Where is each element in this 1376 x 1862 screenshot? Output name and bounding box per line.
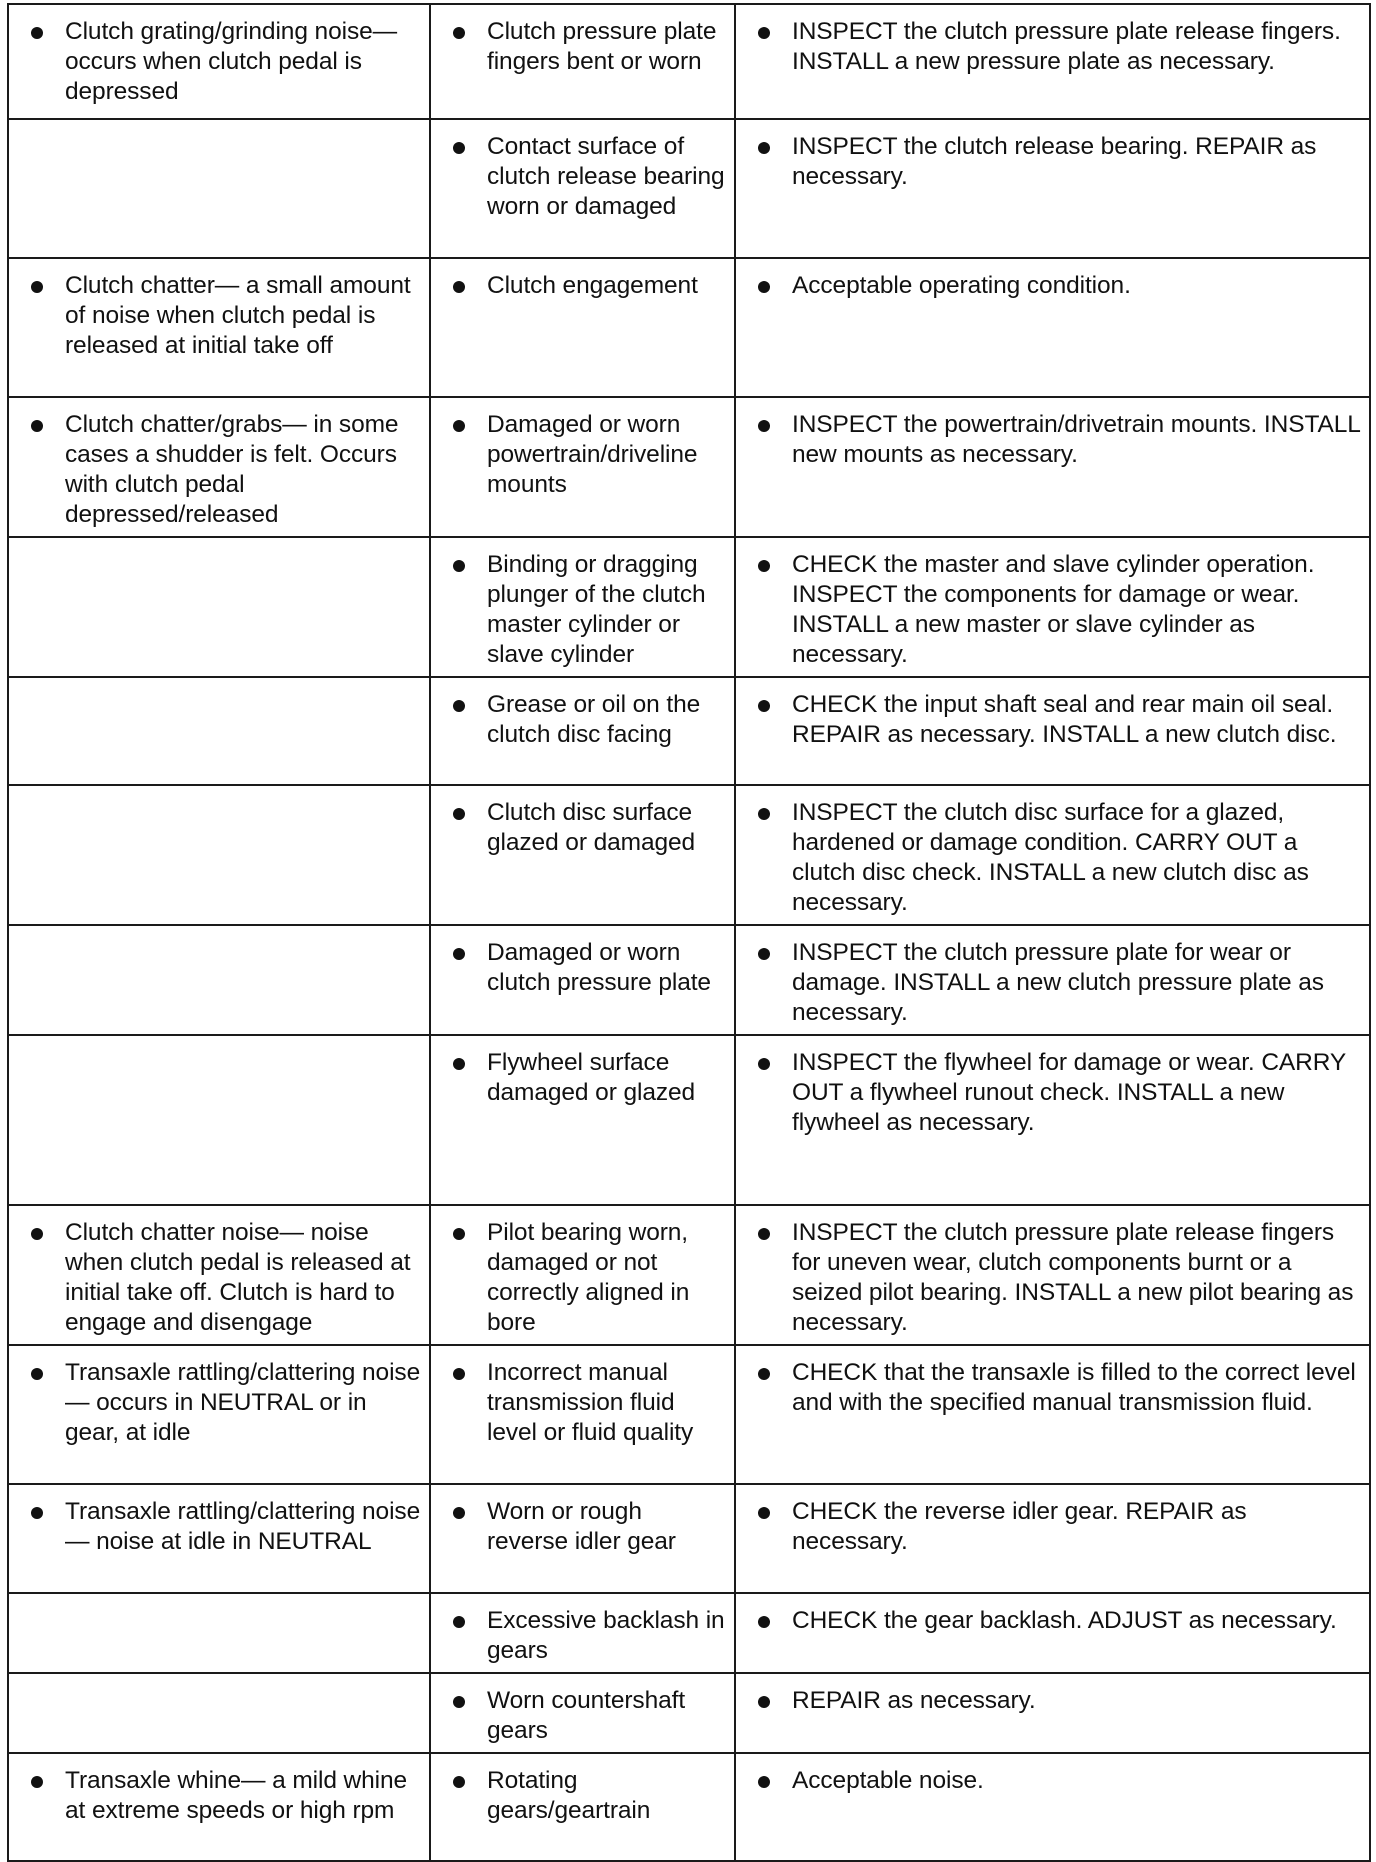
action-item [758,132,1361,192]
bullet-icon [758,1507,770,1519]
table-row [8,1035,1370,1205]
table-row [8,397,1370,537]
condition-text: Transaxle rattling/clattering noise— noise at idle in NEUTRAL [65,1498,421,1555]
action-item [758,410,1361,470]
bullet-icon [758,808,770,820]
cause-text: Pilot bearing worn, damaged or not correctly aligned in bore [487,1219,690,1336]
bullet-icon [453,808,465,820]
condition-cell [8,258,430,397]
action-cell [735,1345,1370,1484]
table-row [8,1484,1370,1593]
condition-cell [8,119,430,258]
table-row [8,1673,1370,1753]
action-text: CHECK that the transaxle is filled to the correct level and with the specified manual transmission fluid. [792,1359,1356,1416]
action-item [758,550,1361,670]
cause-cell [430,1753,735,1861]
bullet-icon [758,560,770,572]
action-cell [735,1205,1370,1345]
cause-cell [430,677,735,785]
condition-item [31,410,421,530]
bullet-icon [758,1368,770,1380]
cause-cell [430,537,735,677]
condition-item [31,271,421,361]
cause-item [453,410,726,500]
action-item [758,1358,1361,1418]
cause-text: Incorrect manual transmission fluid level or fluid quality [487,1359,694,1446]
bullet-icon [453,1058,465,1070]
cause-text: Binding or dragging plunger of the clutch master cylinder or slave cylinder [487,551,706,668]
cause-item [453,17,726,77]
cause-text: Excessive backlash in gears [487,1607,725,1664]
table-row [8,4,1370,119]
cause-cell [430,1035,735,1205]
cause-cell [430,1484,735,1593]
condition-cell [8,1673,430,1753]
cause-text: Clutch pressure plate fingers bent or worn [487,18,717,75]
action-text: Acceptable operating condition. [792,272,1131,299]
bullet-icon [31,420,43,432]
bullet-icon [453,1776,465,1788]
bullet-icon [758,1228,770,1240]
cause-text: Damaged or worn clutch pressure plate [487,939,711,996]
action-text: CHECK the gear backlash. ADJUST as necessary. [792,1607,1337,1634]
cause-cell [430,258,735,397]
action-text: INSPECT the powertrain/drivetrain mounts. INSTALL new mounts as necessary. [792,411,1360,468]
cause-cell [430,4,735,119]
condition-item [31,1218,421,1338]
action-item [758,690,1361,750]
action-cell [735,785,1370,925]
table-row [8,1345,1370,1484]
diagnosis-table-body [8,4,1370,1861]
table-row [8,1593,1370,1673]
action-item [758,1686,1361,1716]
bullet-icon [453,1228,465,1240]
action-item [758,798,1361,918]
bullet-icon [453,560,465,572]
cause-item [453,550,726,670]
action-cell [735,1035,1370,1205]
condition-text: Clutch chatter— a small amount of noise when clutch pedal is released at initial take off [65,272,411,359]
action-item [758,271,1361,301]
condition-cell [8,1593,430,1673]
bullet-icon [758,948,770,960]
cause-text: Contact surface of clutch release bearing worn or damaged [487,133,725,220]
table-row [8,537,1370,677]
action-text: CHECK the reverse idler gear. REPAIR as necessary. [792,1498,1247,1555]
condition-cell [8,677,430,785]
table-row [8,925,1370,1035]
cause-text: Rotating gears/geartrain [487,1767,651,1824]
table-row [8,1205,1370,1345]
action-item [758,1766,1361,1796]
action-cell [735,258,1370,397]
condition-item [31,1497,421,1557]
bullet-icon [758,420,770,432]
bullet-icon [453,1368,465,1380]
cause-item [453,271,726,301]
condition-cell [8,1753,430,1861]
bullet-icon [31,281,43,293]
diagnosis-table [7,3,1371,1862]
bullet-icon [758,1058,770,1070]
cause-text: Damaged or worn powertrain/driveline mounts [487,411,698,498]
condition-cell [8,4,430,119]
cause-item [453,1766,726,1826]
condition-item [31,1358,421,1448]
bullet-icon [758,1776,770,1788]
condition-item [31,1766,421,1826]
bullet-icon [758,1696,770,1708]
action-text: INSPECT the clutch pressure plate for wear or damage. INSTALL a new clutch pressure plate as necessary. [792,939,1324,1026]
cause-cell [430,1205,735,1345]
condition-text: Clutch chatter/grabs— in some cases a shudder is felt. Occurs with clutch pedal depressed/released [65,411,399,528]
action-cell [735,119,1370,258]
action-text: INSPECT the clutch release bearing. REPAIR as necessary. [792,133,1317,190]
bullet-icon [758,281,770,293]
cause-item [453,1686,726,1746]
bullet-icon [453,420,465,432]
cause-item [453,1358,726,1448]
action-text: INSPECT the flywheel for damage or wear. CARRY OUT a flywheel runout check. INSTALL a new flywheel as necessary. [792,1049,1346,1136]
cause-item [453,1048,726,1108]
action-cell [735,1484,1370,1593]
cause-item [453,1218,726,1338]
action-text: CHECK the master and slave cylinder operation. INSPECT the components for damage or wear. INSTALL a new master or slave cylinder as necessary. [792,551,1315,668]
condition-text: Transaxle rattling/clattering noise— occurs in NEUTRAL or in gear, at idle [65,1359,421,1446]
cause-cell [430,1593,735,1673]
cause-text: Clutch engagement [487,272,698,299]
action-cell [735,1753,1370,1861]
action-text: INSPECT the clutch pressure plate release fingers. INSTALL a new pressure plate as necessary. [792,18,1341,75]
bullet-icon [31,1507,43,1519]
condition-cell [8,925,430,1035]
table-row [8,119,1370,258]
condition-cell [8,397,430,537]
cause-text: Worn or rough reverse idler gear [487,1498,676,1555]
cause-item [453,1606,726,1666]
table-row [8,258,1370,397]
condition-cell [8,537,430,677]
cause-cell [430,1673,735,1753]
bullet-icon [453,1616,465,1628]
bullet-icon [31,1228,43,1240]
action-text: Acceptable noise. [792,1767,984,1794]
cause-item [453,690,726,750]
cause-item [453,1497,726,1557]
cause-cell [430,1345,735,1484]
action-cell [735,4,1370,119]
action-item [758,938,1361,1028]
condition-cell [8,1345,430,1484]
bullet-icon [453,281,465,293]
condition-cell [8,785,430,925]
action-cell [735,537,1370,677]
table-row [8,677,1370,785]
bullet-icon [453,1507,465,1519]
condition-cell [8,1484,430,1593]
action-text: INSPECT the clutch disc surface for a glazed, hardened or damage condition. CARRY OUT a clutch disc check. INSTALL a new clutch disc as necessary. [792,799,1309,916]
cause-cell [430,785,735,925]
action-text: CHECK the input shaft seal and rear main oil seal. REPAIR as necessary. INSTALL a new clutch disc. [792,691,1337,748]
table-row [8,785,1370,925]
bullet-icon [453,700,465,712]
cause-text: Grease or oil on the clutch disc facing [487,691,701,748]
bullet-icon [453,948,465,960]
action-item [758,1218,1361,1338]
action-cell [735,1593,1370,1673]
condition-cell [8,1035,430,1205]
cause-text: Flywheel surface damaged or glazed [487,1049,696,1106]
cause-item [453,132,726,222]
cause-item [453,938,726,998]
bullet-icon [758,142,770,154]
cause-cell [430,119,735,258]
action-text: INSPECT the clutch pressure plate release fingers for uneven wear, clutch components burnt or a seized pilot bearing. INSTALL a new pilot bearing as necessary. [792,1219,1354,1336]
bullet-icon [453,1696,465,1708]
cause-text: Worn countershaft gears [487,1687,686,1744]
cause-cell [430,925,735,1035]
action-item [758,17,1361,77]
bullet-icon [758,27,770,39]
action-item [758,1497,1361,1557]
bullet-icon [31,27,43,39]
condition-text: Transaxle whine— a mild whine at extreme speeds or high rpm [65,1767,408,1824]
bullet-icon [31,1776,43,1788]
action-text: REPAIR as necessary. [792,1687,1036,1714]
action-cell [735,1673,1370,1753]
bullet-icon [453,27,465,39]
action-cell [735,925,1370,1035]
condition-item [31,17,421,107]
condition-cell [8,1205,430,1345]
table-row [8,1753,1370,1861]
bullet-icon [453,142,465,154]
action-cell [735,677,1370,785]
condition-text: Clutch grating/grinding noise— occurs when clutch pedal is depressed [65,18,398,105]
cause-cell [430,397,735,537]
cause-item [453,798,726,858]
bullet-icon [758,700,770,712]
action-item [758,1048,1361,1138]
cause-text: Clutch disc surface glazed or damaged [487,799,696,856]
bullet-icon [758,1616,770,1628]
action-item [758,1606,1361,1636]
bullet-icon [31,1368,43,1380]
action-cell [735,397,1370,537]
condition-text: Clutch chatter noise— noise when clutch pedal is released at initial take off. Clutch is hard to engage and disengage [65,1219,411,1336]
